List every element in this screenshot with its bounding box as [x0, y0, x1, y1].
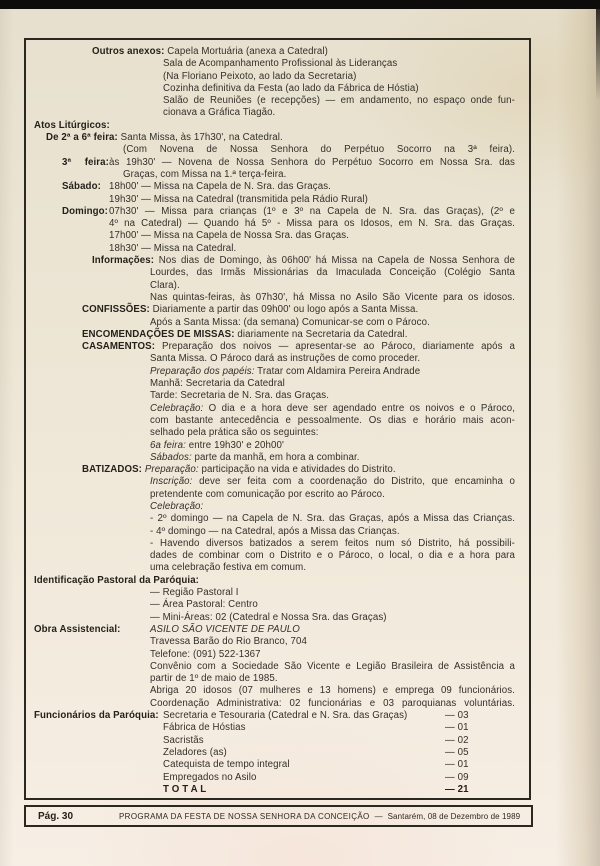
doc-line: Abriga 20 idosos (07 mulheres e 13 homens) e emprega 09 funcionários.: [150, 685, 515, 697]
document-body: [26, 46, 529, 796]
doc-line: Cozinha definitiva da Festa (ao lado da Fábrica de Hóstia): [163, 82, 419, 94]
count-value: — 21: [445, 783, 469, 795]
doc-line: (Com Novena de Nossa Senhora do Perpétuo Socorro na 3ª feira).: [123, 144, 515, 156]
doc-line: Outros anexos: Capela Mortuária (anexa a Catedral): [92, 46, 328, 57]
doc-line: [26, 120, 529, 132]
doc-line: ENCOMENDAÇÕES DE MISSAS: diariamente na Secretaria da Catedral.: [82, 328, 408, 340]
doc-line: Sábado: 18h00' — Missa na Capela de N. Sra. das Graças.: [62, 181, 331, 193]
doc-line: T O T A L — 21: [163, 783, 469, 795]
doc-line: dades de combinar com o Distrito e o Pároco, o local, o dia e a hora para: [150, 550, 515, 562]
doc-line: - 2º domingo — na Capela de N. Sra. das Graças, após a Missa das Crianças.: [150, 513, 515, 525]
doc-line: Coordenação Administrativa: 02 funcionárias e 03 paroquianas voluntárias.: [150, 697, 515, 709]
footer-bar: [24, 805, 533, 827]
doc-line: Lourdes, das Irmãs Missionárias da Imaculada Conceição (Colégio Santa: [150, 267, 515, 279]
doc-line: De 2ª a 6ª feira: Santa Missa, às 17h30', na Catedral.: [46, 132, 283, 144]
line-label: Informações:: [92, 255, 155, 267]
doc-line: Informações: Nos dias de Domingo, às 06h00' há Missa na Capela de Nossa Senhora de: [92, 255, 516, 267]
line-label: Sábado:: [62, 181, 101, 193]
doc-line: Celebração: O dia e a hora deve ser agendado entre os noivos e o Pároco,: [150, 402, 515, 414]
doc-line: BATIZADOS: Preparação: participação na vida e atividades do Distrito.: [82, 464, 396, 476]
doc-line: — Mini-Áreas: 02 (Catedral e Nossa Sra. das Graças): [150, 611, 387, 623]
doc-line: 4º na Catedral) — Quando há 5º - Missa para os Idosos, em N. Sra. das Graças.: [109, 218, 515, 230]
doc-line: 3ª feira: às 19h30' — Novena de Nossa Senhora do Perpétuo Socorro em Nossa Sra. das: [62, 156, 515, 168]
doc-line: Catequista de tempo integral — 01: [163, 759, 469, 771]
doc-line: Tarde: Secretaria de N. Sra. das Graças.: [150, 390, 329, 402]
doc-line: - 4º domingo — na Catedral, após a Missa das Crianças.: [150, 525, 400, 537]
line-label: Funcionários da Paróquia:: [34, 710, 159, 722]
doc-line: Domingo: 07h30' — Missa para crianças (1º e 3º na Capela de N. Sra. das Graças), (2º e: [62, 205, 515, 217]
doc-line: Sábados: parte da manhã, em hora a combinar.: [150, 451, 360, 463]
doc-line: - Havendo diversos batizados a serem feitos num só Distrito, há possibili-: [150, 537, 515, 549]
line-label: Outros anexos:: [92, 46, 165, 57]
doc-line: — Área Pastoral: Centro: [150, 599, 258, 611]
doc-line: 19h30' — Missa na Catedral (transmitida pela Rádio Rural): [109, 193, 369, 205]
doc-line: 17h00' — Missa na Capela de Nossa Sra. das Graças.: [109, 230, 350, 242]
doc-line: Zeladores (as) — 05: [163, 746, 469, 758]
doc-line: Após a Santa Missa: (da semana) Comunicar-se com o Pároco.: [150, 316, 430, 328]
doc-line: 6a feira: entre 19h30' e 20h00': [150, 439, 284, 451]
doc-line: selhado pela prática são os seguintes:: [150, 427, 319, 439]
doc-line: Nas quintas-feiras, às 07h30', há Missa no Asilo São Vicente para os idosos.: [150, 291, 515, 303]
doc-line: — Região Pastoral I: [150, 587, 239, 599]
doc-line: Travessa Barão do Rio Branco, 704: [150, 636, 307, 648]
doc-line: com bastante antecedência e pessoalmente. Os dias e horário mais acon-: [150, 414, 515, 426]
doc-line: Funcionários da Paróquia: Secretaria e Tesouraria (Catedral e N. Sra. das Graças) — 03: [34, 710, 469, 722]
count-value: — 05: [445, 746, 469, 758]
count-value: — 02: [445, 734, 469, 746]
doc-line: CONFISSÕES: Diariamente a partir das 09h00' ou logo após a Santa Missa.: [82, 304, 419, 316]
doc-line: Convênio com a Sociedade São Vicente e Legião Brasileira de Assistência a: [150, 660, 515, 672]
line-label: Atos Litúrgicos:: [34, 119, 110, 131]
line-label: De 2ª a 6ª feira:: [46, 132, 118, 144]
doc-line: Manhã: Secretaria da Catedral: [150, 378, 285, 390]
count-value: — 01: [445, 722, 469, 734]
line-label: CONFISSÕES:: [82, 304, 150, 316]
doc-line: 18h30' — Missa na Catedral.: [109, 242, 237, 254]
line-label: ENCOMENDAÇÕES DE MISSAS:: [82, 328, 235, 340]
footer-title: PROGRAMA DA FESTA DE NOSSA SENHORA DA CONCEIÇÃO: [119, 811, 370, 821]
line-label: Identificação Pastoral da Paróquia:: [34, 574, 200, 586]
doc-line: Santa Missa. O Pároco dará as instruções de como proceder.: [150, 353, 421, 365]
doc-line: Obra Assistencial: ASILO SÃO VICENTE DE PAULO: [34, 623, 300, 635]
doc-line: (Na Floriano Peixoto, ao lado da Secretaria): [163, 70, 357, 82]
doc-line: Preparação dos papéis: Tratar com Aldamira Pereira Andrade: [150, 365, 421, 377]
doc-line: [26, 575, 529, 587]
doc-line: Celebração:: [150, 500, 204, 512]
footer-separator: —: [374, 811, 383, 821]
doc-line: Sala de Acompanhamento Profissional às Lideranças: [163, 58, 398, 70]
document-frame: [24, 38, 531, 800]
count-value: — 03: [445, 710, 469, 722]
doc-line: uma celebração festiva em comum.: [150, 562, 307, 574]
line-label: CASAMENTOS:: [82, 341, 156, 353]
doc-line: Inscrição: deve ser feita com a coordenação do Distrito, que encaminha o: [150, 476, 516, 488]
doc-line: Salão de Reuniões (e recepções) — em andamento, no espaço onde fun-: [163, 95, 515, 107]
doc-line: Fábrica de Hóstias — 01: [163, 722, 469, 734]
doc-line: Clara).: [150, 279, 180, 291]
doc-line: cionava a Gráfica Tiagão.: [163, 107, 276, 119]
doc-line: CASAMENTOS: Preparação dos noivos — apresentar-se ao Pároco, diariamente após a: [82, 341, 515, 353]
footer-date: Santarém, 08 de Dezembro de 1989: [387, 811, 521, 821]
doc-line: partir de 1º de maio de 1985.: [150, 673, 278, 685]
doc-line: pretendente com comunicação por escrito ao Pároco.: [150, 488, 385, 500]
doc-line: Empregados no Asilo — 09: [163, 771, 469, 783]
count-value: — 09: [445, 771, 469, 783]
doc-line: Graças, com Missa na 1.ª terça-feira.: [123, 168, 287, 180]
line-label: BATIZADOS:: [82, 464, 143, 476]
line-label: 3ª feira:: [62, 156, 109, 168]
line-label: Obra Assistencial:: [34, 623, 121, 635]
count-value: — 01: [445, 759, 469, 771]
line-label: Domingo:: [62, 205, 108, 217]
doc-line: Sacristãs — 02: [163, 734, 469, 746]
doc-line: Telefone: (091) 522-1367: [150, 648, 261, 660]
scan-edge-right: [596, 9, 600, 101]
page-number: Pág. 30: [38, 810, 74, 822]
scan-edge-top: [0, 0, 600, 9]
